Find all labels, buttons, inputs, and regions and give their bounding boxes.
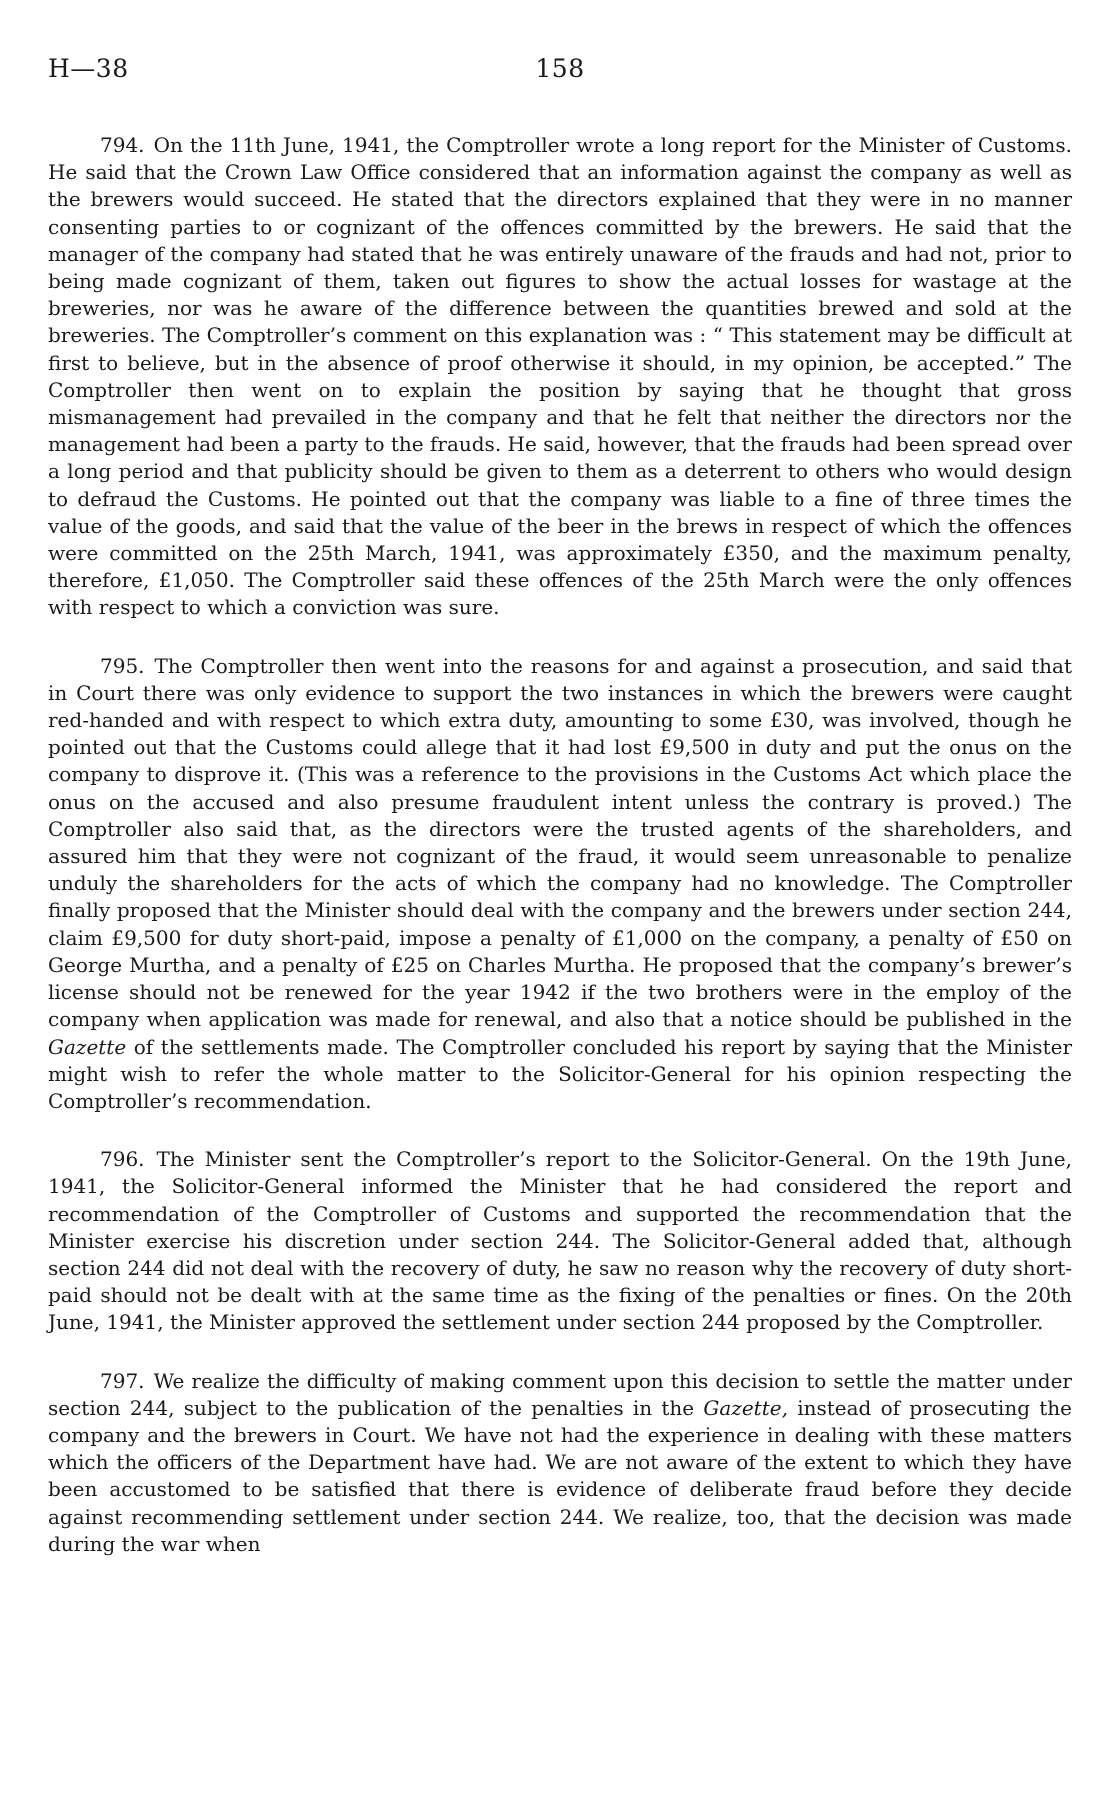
paragraph-number: 794. [100, 133, 145, 157]
paragraph-number: 797. [100, 1368, 145, 1393]
paragraph-text: The Minister sent the Comptroller’s report to the Solicitor-General. On the 19th June, 1941, the Solicitor-General informed the Minister that he had considered the report and recommendation of the Comptroller of Customs and supported the recommendation that the Minister exercise his discretion under section 244. The Solicitor-General added that, although section 244 did not deal with the recovery of duty, he saw no reason why the recovery of duty short-paid should not be dealt with at the same time as the fixing of the penalties or fines. On the 20th June, 1941, the Minister approved the settlement under section 244 proposed by the Comptroller. [48, 1147, 1072, 1335]
page-number: 158 [535, 54, 585, 83]
paragraph-number: 796. [100, 1147, 145, 1172]
gazette-italic: Gazette, [703, 1395, 788, 1420]
paragraph-text-continued: of the settlements made. The Comptroller concluded his report by saying that the Minister might wish to refer the whole matter to the Solicitor-General for his opinion respecting the Comptroller’s recommendation. [48, 1034, 1073, 1113]
paragraph-794 [48, 132, 1072, 622]
paragraph-text: On the 11th June, 1941, the Comptroller wrote a long report for the Minister of Customs. He said that the Crown Law Office considered that an information against the company as well as the brewers would succeed. He stated that the directors explained that they were in no manner consenting parties to or cognizant of the offences committed by the brewers. He said that the manager of the company had stated that he was entirely unaware of the frauds and had not, prior to being made cognizant of them, taken out figures to show the actual losses for wastage at the breweries, nor was he aware of the difference between the quantities brewed and sold at the breweries. The Comptroller’s comment on this explanation was : “ This statement may be difficult at first to believe, but in the absence of proof otherwise it should, in my opinion, be accepted.” The Comptroller then went on to explain the position by saying that he thought that gross mismanagement had prevailed in the company and that he felt that neither the directors nor the management had been a party to the frauds. He said, however, that the frauds had been spread over a long period and that publicity should be given to them as a deterrent to others who would design to defraud the Customs. He pointed out that the company was liable to a fine of three times the value of the goods, and said that the value of the beer in the brews in respect of which the offences were committed on the 25th March, 1941, was approximately £350, and the maximum penalty, therefore, £1,050. The Comptroller said these offences of the 25th March were the only offences with respect to which a conviction was sure. [48, 133, 1072, 620]
paragraph-797 [48, 1368, 1072, 1558]
paragraph-text-continued: instead of prosecuting the company and the brewers in Court. We have not had the experience in dealing with these matters which the officers of the Department have had. We are not aware of the extent to which they have been accustomed to be satisfied that there is evidence of deliberate fraud before they decide against recommending settlement under section 244. We realize, too, that the decision was made during the war when [48, 1395, 1073, 1556]
paragraph-796 [48, 1146, 1072, 1336]
document-body [48, 132, 1072, 1558]
document-reference: H—38 [48, 54, 129, 83]
paragraph-795 [48, 653, 1072, 1115]
page-header [48, 40, 1072, 84]
paragraph-text: The Comptroller then went into the reasons for and against a prosecution, and said that in Court there was only evidence to support the two instances in which the brewers were caught red-handed and with respect to which extra duty, amounting to some £30, was involved, though he pointed out that the Customs could allege that it had lost £9,500 in duty and put the onus on the company to disprove it. (This was a reference to the provisions in the Customs Act which place the onus on the accused and also presume fraudulent intent unless the contrary is proved.) The Comptroller also said that, as the directors were the trusted agents of the shareholders, and assured him that they were not cognizant of the fraud, it would seem unreasonable to penalize unduly the shareholders for the acts of which the company had no knowledge. The Comptroller finally proposed that the Minister should deal with the company and the brewers under section 244, claim £9,500 for duty short-paid, impose a penalty of £1,000 on the company, a penalty of £50 on George Murtha, and a penalty of £25 on Charles Murtha. He proposed that the company’s brewer’s license should not be renewed for the year 1942 if the two brothers were in the employ of the company when application was made for renewal, and also that a notice should be published in the [48, 653, 1073, 1032]
gazette-italic: Gazette [48, 1034, 127, 1059]
document-page [48, 40, 1072, 1558]
paragraph-number: 795. [100, 653, 145, 678]
paragraph-text: We realize the difficulty of making comment upon this decision to settle the matter under section 244, subject to the publication of the penalties in the [48, 1368, 1072, 1420]
